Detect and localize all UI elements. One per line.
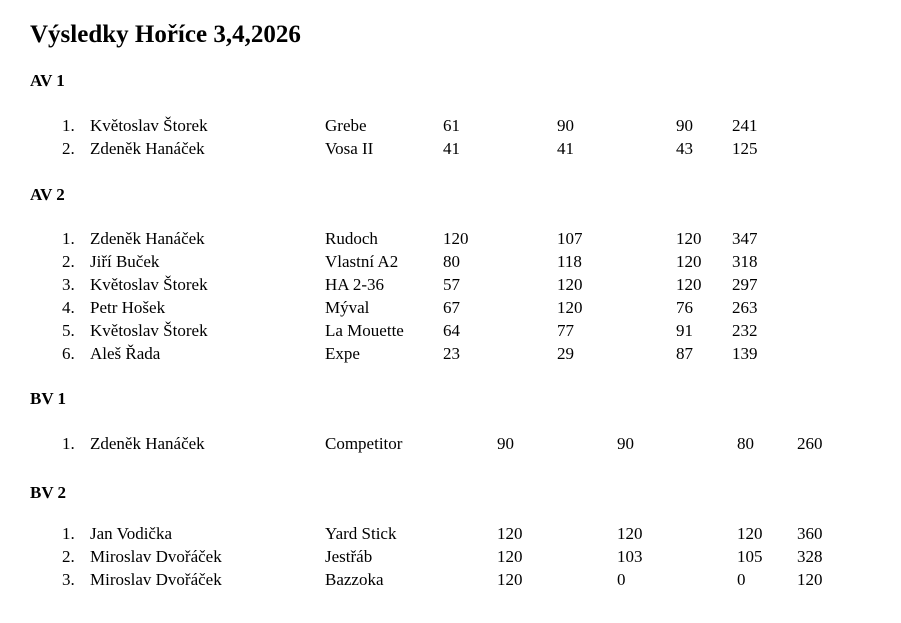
row-score-2: 120 [557, 298, 583, 317]
row-rank: 1. [62, 229, 75, 248]
table-row [0, 229, 901, 252]
row-name: Jiří Buček [90, 252, 160, 271]
row-score-3: 90 [676, 116, 693, 135]
row-rank: 3. [62, 275, 75, 294]
row-name: Květoslav Štorek [90, 275, 208, 294]
table-row [0, 298, 901, 321]
row-rank: 2. [62, 252, 75, 271]
row-total: 347 [732, 229, 758, 248]
row-score-3: 76 [676, 298, 693, 317]
row-name: Aleš Řada [90, 344, 161, 363]
row-rank: 1. [62, 524, 75, 543]
row-score-3: 0 [737, 570, 746, 589]
row-model: Vlastní A2 [325, 252, 399, 271]
row-score-2: 107 [557, 229, 583, 248]
row-score-3: 120 [676, 275, 702, 294]
table-row [0, 344, 901, 367]
table-row [0, 252, 901, 275]
row-total: 360 [797, 524, 823, 543]
row-model: Competitor [325, 434, 403, 453]
row-model: HA 2-36 [325, 275, 385, 294]
table-row [0, 116, 901, 139]
row-score-3: 91 [676, 321, 693, 340]
row-rank: 5. [62, 321, 75, 340]
row-score-1: 120 [497, 524, 523, 543]
row-score-1: 120 [497, 547, 523, 566]
row-score-1: 23 [443, 344, 460, 363]
row-model: Expe [325, 344, 360, 363]
row-score-2: 90 [617, 434, 634, 453]
row-name: Zdeněk Hanáček [90, 434, 205, 453]
row-model: Vosa II [325, 139, 374, 158]
row-name: Zdeněk Hanáček [90, 229, 205, 248]
row-name: Petr Hošek [90, 298, 166, 317]
row-score-2: 0 [617, 570, 626, 589]
table-row [0, 547, 901, 570]
row-name: Miroslav Dvořáček [90, 547, 222, 566]
table-row [0, 524, 901, 547]
row-score-3: 105 [737, 547, 763, 566]
row-rank: 6. [62, 344, 75, 363]
row-score-1: 120 [443, 229, 469, 248]
row-score-1: 61 [443, 116, 460, 135]
row-score-2: 103 [617, 547, 643, 566]
row-score-1: 57 [443, 275, 460, 294]
row-model: Jestřáb [325, 547, 373, 566]
row-model: Rudoch [325, 229, 378, 248]
row-total: 263 [732, 298, 758, 317]
row-name: Zdeněk Hanáček [90, 139, 205, 158]
row-score-3: 87 [676, 344, 693, 363]
table-row [0, 570, 901, 593]
row-rank: 1. [62, 116, 75, 135]
row-total: 139 [732, 344, 758, 363]
row-score-2: 120 [557, 275, 583, 294]
row-model: Bazzoka [325, 570, 384, 589]
section-header-av1: AV 1 [30, 71, 65, 90]
row-score-2: 77 [557, 321, 574, 340]
row-model: Yard Stick [325, 524, 397, 543]
row-score-1: 90 [497, 434, 514, 453]
row-score-1: 80 [443, 252, 460, 271]
row-score-1: 64 [443, 321, 460, 340]
row-total: 297 [732, 275, 758, 294]
row-rank: 2. [62, 547, 75, 566]
row-name: Miroslav Dvořáček [90, 570, 222, 589]
row-model: Mýval [325, 298, 370, 317]
row-total: 328 [797, 547, 823, 566]
row-score-3: 80 [737, 434, 754, 453]
row-name: Květoslav Štorek [90, 116, 208, 135]
row-rank: 2. [62, 139, 75, 158]
table-row [0, 321, 901, 344]
row-total: 125 [732, 139, 758, 158]
row-total: 232 [732, 321, 758, 340]
row-total: 318 [732, 252, 758, 271]
row-name: Květoslav Štorek [90, 321, 208, 340]
row-name: Jan Vodička [90, 524, 173, 543]
row-score-2: 29 [557, 344, 574, 363]
table-row [0, 434, 901, 457]
row-score-1: 67 [443, 298, 460, 317]
row-score-3: 43 [676, 139, 693, 158]
row-score-2: 118 [557, 252, 582, 271]
table-row [0, 275, 901, 298]
row-total: 260 [797, 434, 823, 453]
row-score-2: 41 [557, 139, 574, 158]
row-rank: 1. [62, 434, 75, 453]
row-total: 120 [797, 570, 823, 589]
row-model: La Mouette [325, 321, 404, 340]
row-score-1: 41 [443, 139, 460, 158]
row-score-2: 120 [617, 524, 643, 543]
row-model: Grebe [325, 116, 367, 135]
section-header-av2: AV 2 [30, 185, 65, 204]
row-score-3: 120 [676, 229, 702, 248]
section-header-bv1: BV 1 [30, 389, 67, 408]
row-score-3: 120 [676, 252, 702, 271]
table-row [0, 139, 901, 162]
row-rank: 3. [62, 570, 75, 589]
row-total: 241 [732, 116, 758, 135]
row-score-1: 120 [497, 570, 523, 589]
page-title: Výsledky Hoříce 3,4,2026 [30, 21, 301, 48]
row-score-3: 120 [737, 524, 763, 543]
row-rank: 4. [62, 298, 75, 317]
section-header-bv2: BV 2 [30, 483, 67, 502]
row-score-2: 90 [557, 116, 574, 135]
